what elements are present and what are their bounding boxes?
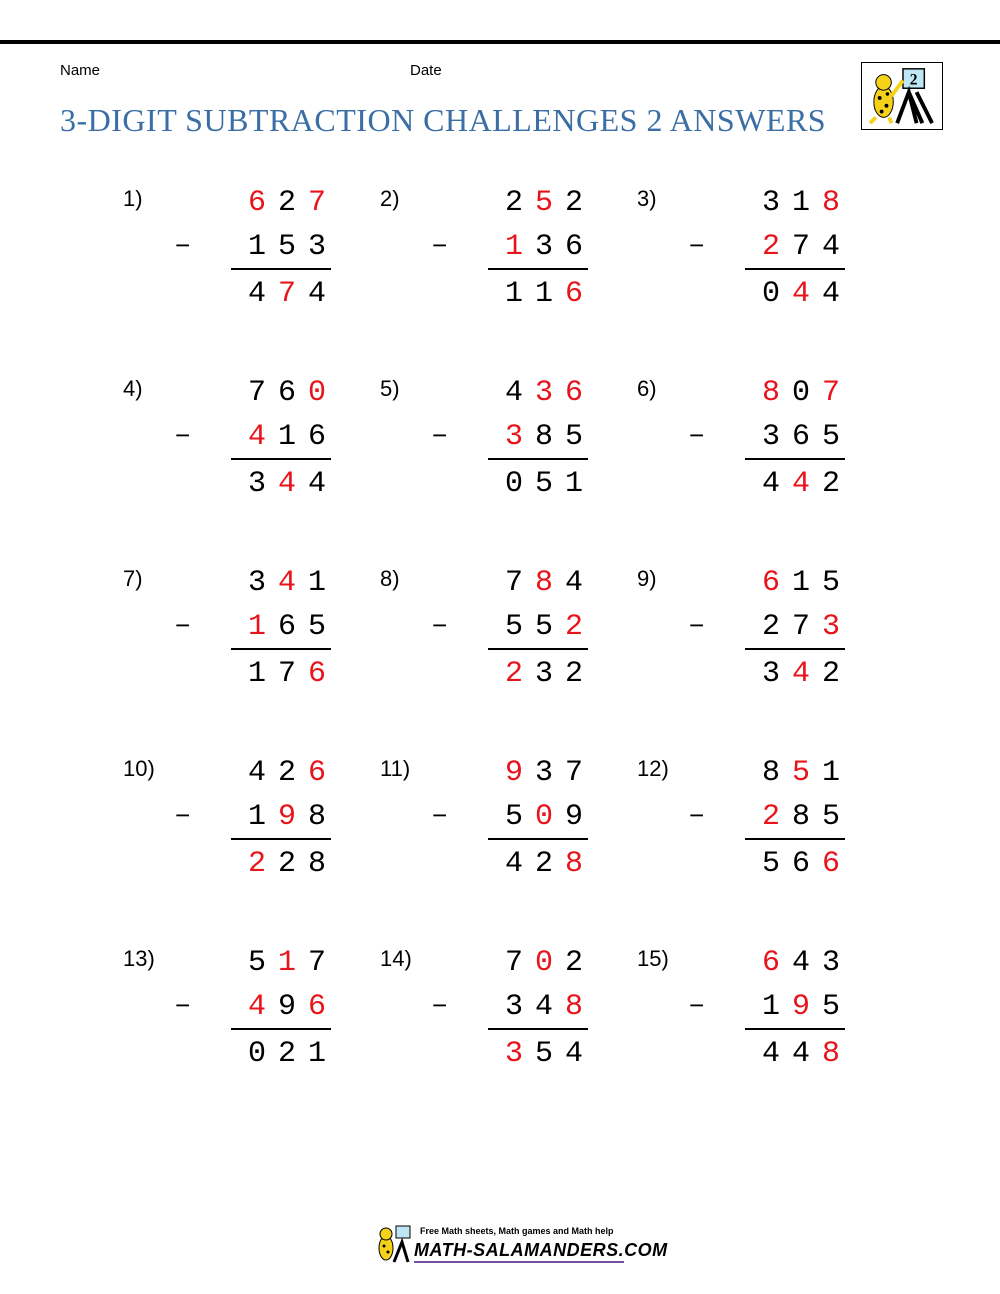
difference-digit: 4	[761, 1037, 780, 1071]
subtrahend-digit: 3	[821, 610, 840, 644]
minuend-digit: 7	[504, 566, 523, 600]
minuend-digit: 3	[761, 186, 780, 220]
subtrahend-digit: 1	[504, 230, 523, 264]
subtrahend-digit: 7	[791, 230, 810, 264]
minuend-digit: 4	[277, 566, 296, 600]
minuend-digit: 2	[564, 186, 583, 220]
subtrahend-digit: 6	[791, 420, 810, 454]
problem-number: 8)	[380, 566, 400, 591]
subtrahend-digit: 5	[277, 230, 296, 264]
minus-sign: −	[689, 990, 705, 1020]
subtrahend-digit: 2	[761, 800, 780, 834]
minuend-digit: 1	[821, 756, 840, 790]
difference-digit: 5	[534, 1037, 553, 1071]
difference-digit: 2	[821, 657, 840, 691]
problem-number: 11)	[380, 756, 411, 781]
minuend-digit: 7	[564, 756, 583, 790]
subtrahend-row	[245, 800, 329, 834]
minuend-digit: 2	[564, 946, 583, 980]
subtrahend-row	[245, 420, 329, 454]
subtrahend-digit: 8	[307, 800, 326, 834]
difference-digit: 6	[307, 657, 326, 691]
subtrahend-digit: 9	[277, 800, 296, 834]
difference-digit: 6	[821, 847, 840, 881]
subtrahend-row	[759, 990, 843, 1024]
subtrahend-row	[759, 230, 843, 264]
minuend-digit: 6	[307, 756, 326, 790]
minuend-digit: 6	[247, 186, 266, 220]
problem-9	[637, 566, 877, 706]
footer-salamander-icon	[372, 1222, 412, 1264]
problem-5	[380, 376, 620, 516]
problem-number: 13)	[123, 946, 155, 971]
problem-number: 7)	[123, 566, 143, 591]
minuend-digit: 5	[534, 186, 553, 220]
minus-sign: −	[432, 420, 448, 450]
minuend-digit: 5	[821, 566, 840, 600]
minuend-digit: 0	[307, 376, 326, 410]
problem-number: 9)	[637, 566, 657, 591]
subtrahend-digit: 5	[821, 990, 840, 1024]
subtrahend-digit: 1	[277, 420, 296, 454]
minuend-row	[245, 946, 329, 980]
problem-number: 1)	[123, 186, 143, 211]
minuend-digit: 1	[791, 186, 810, 220]
difference-digit: 0	[761, 277, 780, 311]
subtrahend-digit: 3	[534, 230, 553, 264]
minuend-row	[502, 186, 586, 220]
subtrahend-digit: 8	[534, 420, 553, 454]
subtrahend-row	[759, 800, 843, 834]
difference-digit: 2	[277, 1037, 296, 1071]
problem-number: 12)	[637, 756, 669, 781]
minuend-digit: 3	[821, 946, 840, 980]
problem-10	[123, 756, 363, 896]
difference-digit: 4	[504, 847, 523, 881]
difference-digit: 2	[564, 657, 583, 691]
footer-tagline: Free Math sheets, Math games and Math help	[420, 1226, 614, 1236]
difference-digit: 4	[761, 467, 780, 501]
problem-3	[637, 186, 877, 326]
answer-line	[231, 268, 331, 270]
subtrahend-digit: 5	[504, 610, 523, 644]
minuend-digit: 7	[247, 376, 266, 410]
minuend-digit: 6	[761, 566, 780, 600]
minuend-digit: 4	[791, 946, 810, 980]
subtrahend-digit: 8	[564, 990, 583, 1024]
subtrahend-digit: 5	[821, 420, 840, 454]
footer-underline	[414, 1261, 624, 1263]
difference-digit: 3	[247, 467, 266, 501]
difference-row	[502, 657, 586, 691]
subtrahend-digit: 1	[247, 230, 266, 264]
answer-line	[745, 838, 845, 840]
minuend-digit: 8	[534, 566, 553, 600]
difference-row	[502, 467, 586, 501]
minuend-digit: 8	[821, 186, 840, 220]
top-rule	[0, 40, 1000, 44]
problem-12	[637, 756, 877, 896]
difference-digit: 3	[504, 1037, 523, 1071]
subtrahend-digit: 3	[504, 420, 523, 454]
problem-number: 2)	[380, 186, 400, 211]
minuend-row	[245, 756, 329, 790]
answer-line	[488, 838, 588, 840]
difference-digit: 6	[564, 277, 583, 311]
difference-digit: 3	[761, 657, 780, 691]
problem-11	[380, 756, 620, 896]
problem-15	[637, 946, 877, 1086]
answer-line	[488, 268, 588, 270]
minus-sign: −	[689, 230, 705, 260]
subtrahend-row	[502, 230, 586, 264]
minuend-row	[245, 566, 329, 600]
subtrahend-row	[759, 610, 843, 644]
difference-digit: 1	[307, 1037, 326, 1071]
difference-digit: 2	[534, 847, 553, 881]
difference-row	[502, 277, 586, 311]
minuend-row	[502, 376, 586, 410]
minuend-digit: 5	[247, 946, 266, 980]
subtrahend-digit: 4	[247, 420, 266, 454]
problem-1	[123, 186, 363, 326]
footer-site: MATH-SALAMANDERS.COM	[414, 1240, 668, 1260]
minuend-row	[759, 946, 843, 980]
minuend-digit: 7	[307, 186, 326, 220]
subtrahend-row	[502, 420, 586, 454]
minuend-digit: 5	[791, 756, 810, 790]
difference-digit: 1	[534, 277, 553, 311]
difference-digit: 7	[277, 277, 296, 311]
subtrahend-digit: 2	[761, 230, 780, 264]
answer-line	[488, 458, 588, 460]
subtrahend-digit: 6	[307, 990, 326, 1024]
subtrahend-digit: 2	[564, 610, 583, 644]
difference-digit: 2	[821, 467, 840, 501]
difference-digit: 1	[564, 467, 583, 501]
problem-number: 15)	[637, 946, 669, 971]
subtrahend-digit: 5	[504, 800, 523, 834]
answer-line	[488, 648, 588, 650]
subtrahend-digit: 5	[534, 610, 553, 644]
problem-8	[380, 566, 620, 706]
logo-grade: 2	[909, 71, 918, 89]
minuend-row	[245, 376, 329, 410]
minus-sign: −	[689, 610, 705, 640]
minuend-digit: 4	[564, 566, 583, 600]
difference-row	[245, 277, 329, 311]
minus-sign: −	[175, 610, 191, 640]
difference-digit: 4	[247, 277, 266, 311]
minuend-digit: 2	[277, 186, 296, 220]
difference-digit: 5	[534, 467, 553, 501]
subtrahend-digit: 8	[791, 800, 810, 834]
subtrahend-row	[245, 990, 329, 1024]
difference-digit: 8	[821, 1037, 840, 1071]
subtrahend-digit: 0	[534, 800, 553, 834]
subtrahend-row	[245, 230, 329, 264]
subtrahend-digit: 2	[761, 610, 780, 644]
difference-digit: 4	[791, 1037, 810, 1071]
difference-row	[759, 657, 843, 691]
difference-digit: 4	[821, 277, 840, 311]
subtrahend-digit: 1	[247, 800, 266, 834]
minuend-digit: 6	[761, 946, 780, 980]
difference-digit: 2	[247, 847, 266, 881]
difference-digit: 2	[277, 847, 296, 881]
minuend-row	[502, 756, 586, 790]
minuend-digit: 2	[504, 186, 523, 220]
minus-sign: −	[689, 420, 705, 450]
answer-line	[745, 648, 845, 650]
minuend-digit: 1	[307, 566, 326, 600]
minuend-row	[759, 376, 843, 410]
difference-digit: 5	[761, 847, 780, 881]
minus-sign: −	[175, 420, 191, 450]
minuend-digit: 1	[277, 946, 296, 980]
subtrahend-digit: 6	[277, 610, 296, 644]
difference-digit: 8	[564, 847, 583, 881]
subtrahend-digit: 5	[821, 800, 840, 834]
minuend-row	[502, 946, 586, 980]
footer-logo	[372, 1222, 668, 1264]
difference-digit: 8	[307, 847, 326, 881]
salamander-logo	[861, 62, 943, 130]
difference-row	[502, 1037, 586, 1071]
subtrahend-digit: 1	[247, 610, 266, 644]
answer-line	[488, 1028, 588, 1030]
subtrahend-row	[245, 610, 329, 644]
problem-4	[123, 376, 363, 516]
minuend-row	[759, 756, 843, 790]
minuend-digit: 4	[247, 756, 266, 790]
minus-sign: −	[175, 230, 191, 260]
minuend-digit: 7	[307, 946, 326, 980]
subtrahend-digit: 4	[534, 990, 553, 1024]
minuend-digit: 1	[791, 566, 810, 600]
minuend-row	[502, 566, 586, 600]
name-label: Name	[60, 62, 101, 79]
difference-digit: 4	[307, 467, 326, 501]
problem-2	[380, 186, 620, 326]
answer-line	[231, 1028, 331, 1030]
difference-row	[502, 847, 586, 881]
difference-row	[759, 1037, 843, 1071]
subtrahend-digit: 9	[277, 990, 296, 1024]
minuend-digit: 8	[761, 376, 780, 410]
answer-line	[231, 838, 331, 840]
subtrahend-digit: 9	[791, 990, 810, 1024]
answer-line	[231, 648, 331, 650]
subtrahend-digit: 6	[307, 420, 326, 454]
minuend-digit: 3	[534, 376, 553, 410]
problem-number: 10)	[123, 756, 155, 781]
difference-digit: 0	[247, 1037, 266, 1071]
subtrahend-digit: 6	[564, 230, 583, 264]
minus-sign: −	[689, 800, 705, 830]
subtrahend-digit: 7	[791, 610, 810, 644]
problem-7	[123, 566, 363, 706]
difference-row	[245, 1037, 329, 1071]
subtrahend-digit: 5	[307, 610, 326, 644]
answer-line	[231, 458, 331, 460]
problem-number: 4)	[123, 376, 143, 401]
page-title: 3-DIGIT SUBTRACTION CHALLENGES 2 ANSWERS	[60, 102, 827, 138]
subtrahend-row	[502, 800, 586, 834]
problem-14	[380, 946, 620, 1086]
subtrahend-digit: 3	[504, 990, 523, 1024]
problem-13	[123, 946, 363, 1086]
subtrahend-digit: 5	[564, 420, 583, 454]
problem-number: 3)	[637, 186, 657, 211]
difference-digit: 0	[504, 467, 523, 501]
minus-sign: −	[175, 990, 191, 1020]
problem-number: 5)	[380, 376, 400, 401]
difference-digit: 4	[791, 657, 810, 691]
minuend-digit: 6	[564, 376, 583, 410]
problem-6	[637, 376, 877, 516]
subtrahend-digit: 3	[307, 230, 326, 264]
difference-row	[245, 467, 329, 501]
minuend-digit: 0	[791, 376, 810, 410]
minus-sign: −	[432, 990, 448, 1020]
difference-row	[759, 847, 843, 881]
answer-line	[745, 1028, 845, 1030]
difference-digit: 4	[564, 1037, 583, 1071]
difference-digit: 2	[504, 657, 523, 691]
minuend-row	[759, 566, 843, 600]
minuend-digit: 3	[247, 566, 266, 600]
subtrahend-row	[502, 610, 586, 644]
minus-sign: −	[432, 230, 448, 260]
answer-line	[745, 268, 845, 270]
subtrahend-row	[759, 420, 843, 454]
difference-digit: 7	[277, 657, 296, 691]
difference-digit: 4	[277, 467, 296, 501]
minuend-digit: 3	[534, 756, 553, 790]
answer-line	[745, 458, 845, 460]
minus-sign: −	[175, 800, 191, 830]
problem-number: 6)	[637, 376, 657, 401]
minuend-digit: 7	[821, 376, 840, 410]
minus-sign: −	[432, 610, 448, 640]
subtrahend-digit: 1	[761, 990, 780, 1024]
minuend-digit: 0	[534, 946, 553, 980]
difference-digit: 1	[504, 277, 523, 311]
minuend-digit: 7	[504, 946, 523, 980]
subtrahend-digit: 9	[564, 800, 583, 834]
minuend-row	[759, 186, 843, 220]
subtrahend-row	[502, 990, 586, 1024]
difference-digit: 3	[534, 657, 553, 691]
problem-number: 14)	[380, 946, 412, 971]
difference-row	[759, 277, 843, 311]
subtrahend-digit: 3	[761, 420, 780, 454]
minuend-digit: 8	[761, 756, 780, 790]
difference-digit: 6	[791, 847, 810, 881]
minus-sign: −	[432, 800, 448, 830]
difference-digit: 4	[791, 467, 810, 501]
minuend-digit: 4	[504, 376, 523, 410]
difference-digit: 1	[247, 657, 266, 691]
difference-row	[245, 847, 329, 881]
difference-digit: 4	[791, 277, 810, 311]
date-label: Date	[410, 62, 442, 79]
difference-digit: 4	[307, 277, 326, 311]
subtrahend-digit: 4	[247, 990, 266, 1024]
minuend-digit: 9	[504, 756, 523, 790]
minuend-row	[245, 186, 329, 220]
minuend-digit: 2	[277, 756, 296, 790]
difference-row	[245, 657, 329, 691]
difference-row	[759, 467, 843, 501]
minuend-digit: 6	[277, 376, 296, 410]
subtrahend-digit: 4	[821, 230, 840, 264]
